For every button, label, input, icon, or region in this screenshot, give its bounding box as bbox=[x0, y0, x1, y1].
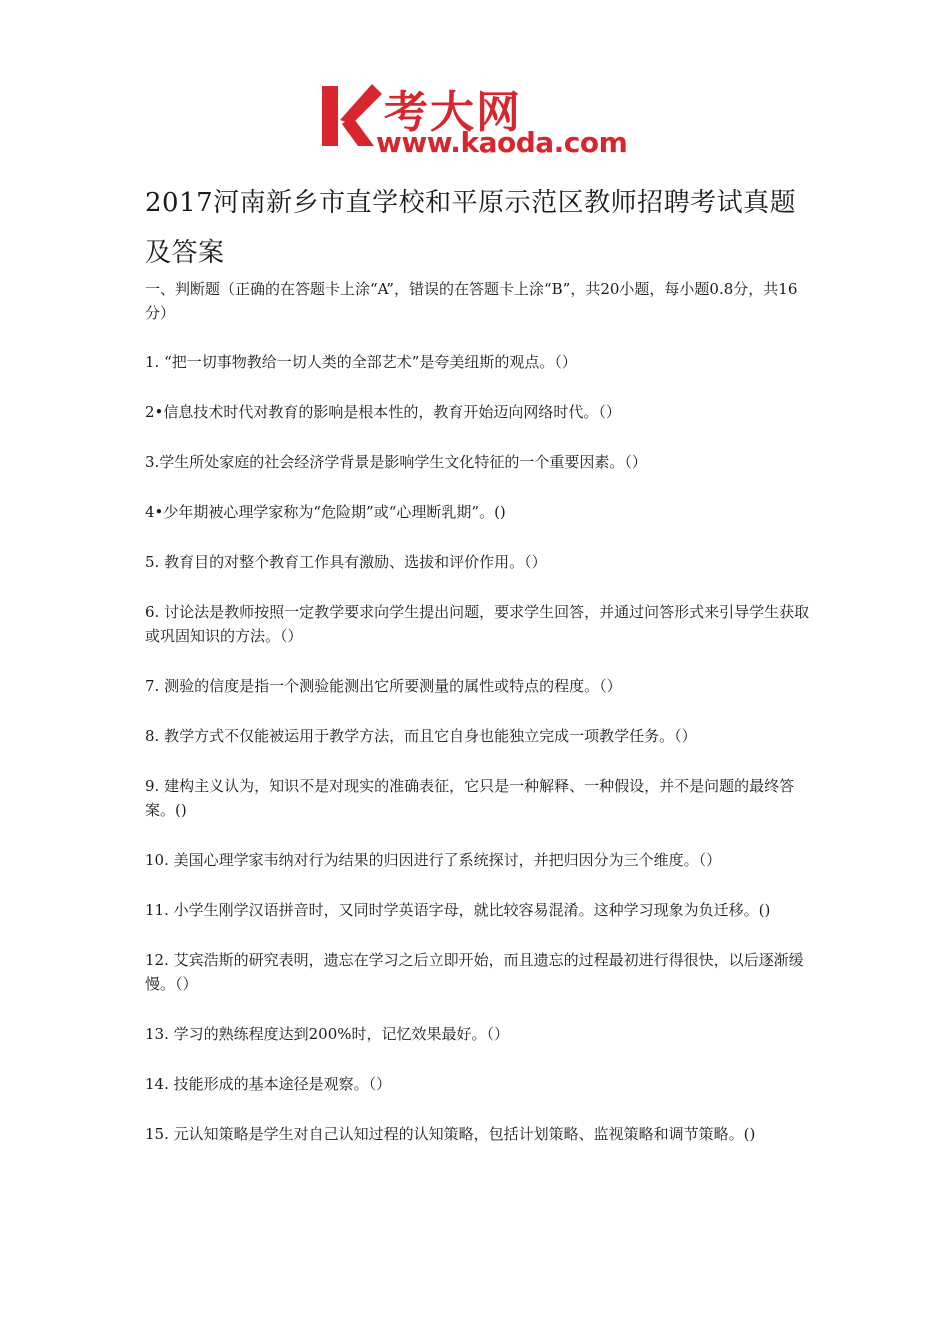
question-item: 14. 技能形成的基本途径是观察。（） bbox=[145, 1075, 392, 1093]
section-header: 一、判断题（正确的在答题卡上涂“A”，错误的在答题卡上涂“B”，共20小题，每小题0.8分，共16分） bbox=[145, 280, 798, 322]
question-item: 3.学生所处家庭的社会经济学背景是影响学生文化特征的一个重要因素。（） bbox=[145, 453, 647, 471]
question-list bbox=[145, 350, 815, 1172]
question-item: 7. 测验的信度是指一个测验能测出它所要测量的属性或特点的程度。（） bbox=[145, 677, 622, 695]
question-item: 2•信息技术时代对教育的影响是根本性的，教育开始迈向网络时代。（） bbox=[145, 403, 621, 421]
question-item: 6. 讨论法是教师按照一定教学要求向学生提出问题，要求学生回答，并通过问答形式来引导学生获取或巩固知识的方法。（） bbox=[145, 603, 810, 645]
question-item: 15. 元认知策略是学生对自己认知过程的认知策略，包括计划策略、监视策略和调节策略。() bbox=[145, 1125, 756, 1143]
question-item: 5. 教育目的对整个教育工作具有激励、选拔和评价作用。（） bbox=[145, 553, 547, 571]
kaoda-logo bbox=[318, 80, 638, 160]
question-item: 4•少年期被心理学家称为“危险期”或“心理断乳期”。() bbox=[145, 503, 506, 521]
question-item: 1. “把一切事物教给一切人类的全部艺术”是夸美纽斯的观点。（） bbox=[145, 353, 577, 371]
question-item: 9. 建构主义认为，知识不是对现实的准确表征，它只是一种解释、一种假设，并不是问题的最终答案。() bbox=[145, 777, 795, 819]
page-title: 2017河南新乡市直学校和平原示范区教师招聘考试真题及答案 bbox=[145, 188, 797, 268]
question-item: 11. 小学生刚学汉语拼音时，又同时学英语字母，就比较容易混淆。这种学习现象为负迁移。() bbox=[145, 901, 771, 919]
question-item: 8. 教学方式不仅能被运用于教学方法，而且它自身也能独立完成一项教学任务。（） bbox=[145, 727, 697, 745]
logo-url: www.kaoda.com bbox=[376, 126, 628, 159]
question-item: 12. 艾宾浩斯的研究表明，遗忘在学习之后立即开始，而且遗忘的过程最初进行得很快，以后逐渐缓慢。（） bbox=[145, 951, 804, 993]
question-item: 10. 美国心理学家韦纳对行为结果的归因进行了系统探讨，并把归因分为三个维度。（） bbox=[145, 851, 722, 869]
question-item: 13. 学习的熟练程度达到200%时，记忆效果最好。（） bbox=[145, 1025, 510, 1043]
logo-text-cn: 考大网 bbox=[384, 87, 522, 138]
k-logo-icon bbox=[318, 80, 384, 152]
